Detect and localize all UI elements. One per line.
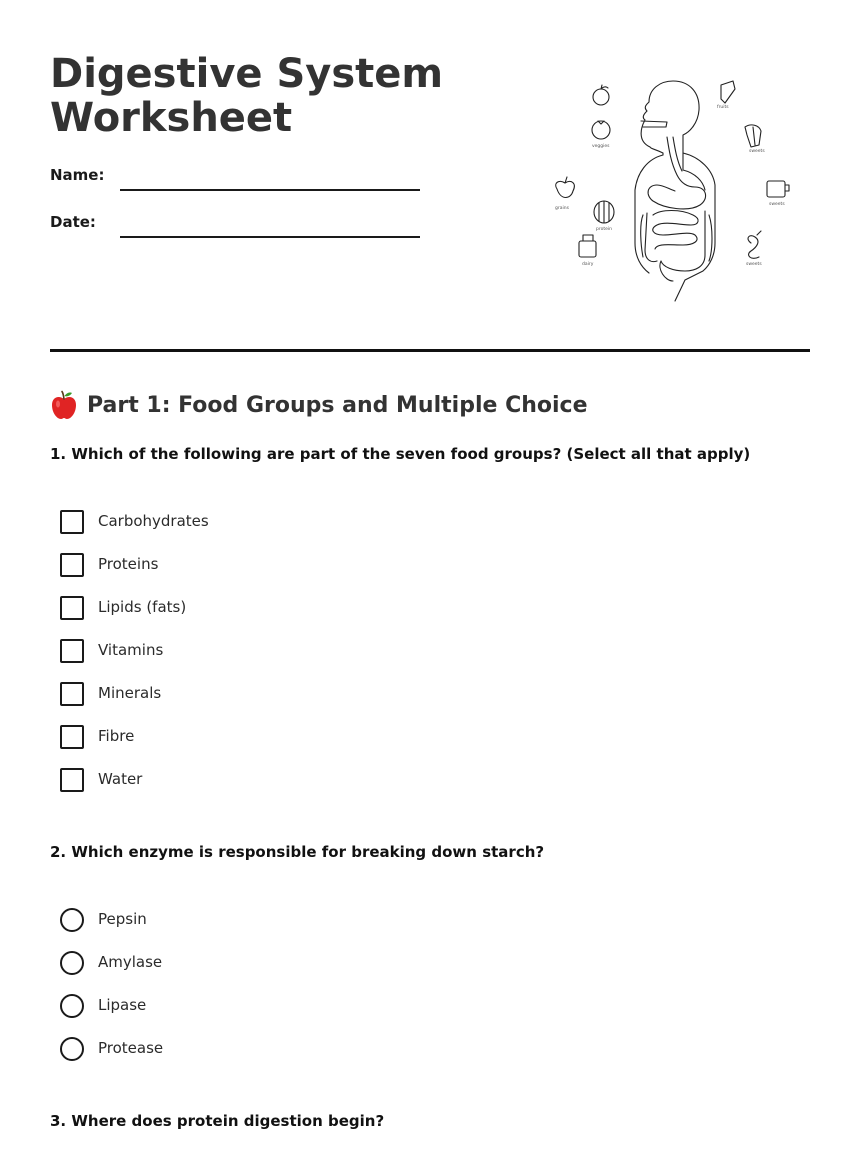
option-carbohydrates[interactable] xyxy=(60,510,209,553)
option-lipids[interactable] xyxy=(60,596,209,639)
option-label: Protease xyxy=(98,1039,164,1057)
section-divider xyxy=(50,349,810,352)
food-icons xyxy=(556,81,789,258)
option-label: Minerals xyxy=(98,684,162,702)
option-amylase[interactable] xyxy=(60,951,163,994)
option-water[interactable] xyxy=(60,768,209,811)
option-label: Carbohydrates xyxy=(98,512,209,530)
apple-icon xyxy=(50,390,78,420)
question-2: 2. Which enzyme is responsible for breaking down starch? xyxy=(50,843,545,861)
option-protease[interactable] xyxy=(60,1037,163,1080)
checkbox[interactable] xyxy=(60,768,84,792)
date-field[interactable] xyxy=(50,213,420,243)
title-line-1: Digestive System xyxy=(50,51,444,97)
title-line-2: Worksheet xyxy=(50,95,293,141)
date-label: Date: xyxy=(50,213,96,231)
question-1-options xyxy=(60,510,209,811)
section-title: Part 1: Food Groups and Multiple Choice xyxy=(87,392,588,418)
option-label: Water xyxy=(98,770,143,788)
option-lipase[interactable] xyxy=(60,994,163,1037)
part-1-heading xyxy=(50,389,588,421)
radio[interactable] xyxy=(60,994,84,1018)
option-fibre[interactable] xyxy=(60,725,209,768)
checkbox[interactable] xyxy=(60,682,84,706)
worksheet-title xyxy=(50,52,443,140)
svg-text:grains: grains xyxy=(555,206,569,211)
question-3: 3. Where does protein digestion begin? xyxy=(50,1112,385,1130)
option-vitamins[interactable] xyxy=(60,639,209,682)
radio[interactable] xyxy=(60,908,84,932)
svg-text:fruits: fruits xyxy=(717,105,729,110)
name-line[interactable] xyxy=(120,189,420,191)
option-label: Fibre xyxy=(98,727,135,745)
option-proteins[interactable] xyxy=(60,553,209,596)
question-2-options xyxy=(60,908,163,1080)
option-label: Lipase xyxy=(98,996,147,1014)
checkbox[interactable] xyxy=(60,639,84,663)
svg-text:sweets: sweets xyxy=(749,149,765,154)
radio[interactable] xyxy=(60,1037,84,1061)
name-label: Name: xyxy=(50,166,105,184)
svg-text:sweets: sweets xyxy=(746,262,762,267)
option-label: Amylase xyxy=(98,953,163,971)
option-label: Lipids (fats) xyxy=(98,598,187,616)
checkbox[interactable] xyxy=(60,596,84,620)
question-1: 1. Which of the following are part of the seven food groups? (Select all that apply) xyxy=(50,445,751,463)
checkbox[interactable] xyxy=(60,553,84,577)
svg-text:dairy: dairy xyxy=(582,262,594,267)
date-line[interactable] xyxy=(120,236,420,238)
name-field[interactable] xyxy=(50,166,420,196)
svg-text:protein: protein xyxy=(596,227,612,232)
option-label: Pepsin xyxy=(98,910,147,928)
svg-text:veggies: veggies xyxy=(592,144,610,149)
checkbox[interactable] xyxy=(60,510,84,534)
radio[interactable] xyxy=(60,951,84,975)
checkbox[interactable] xyxy=(60,725,84,749)
option-label: Proteins xyxy=(98,555,159,573)
digestive-system-icon xyxy=(545,75,795,310)
svg-text:sweets: sweets xyxy=(769,202,785,207)
option-label: Vitamins xyxy=(98,641,164,659)
option-minerals[interactable] xyxy=(60,682,209,725)
option-pepsin[interactable] xyxy=(60,908,163,951)
